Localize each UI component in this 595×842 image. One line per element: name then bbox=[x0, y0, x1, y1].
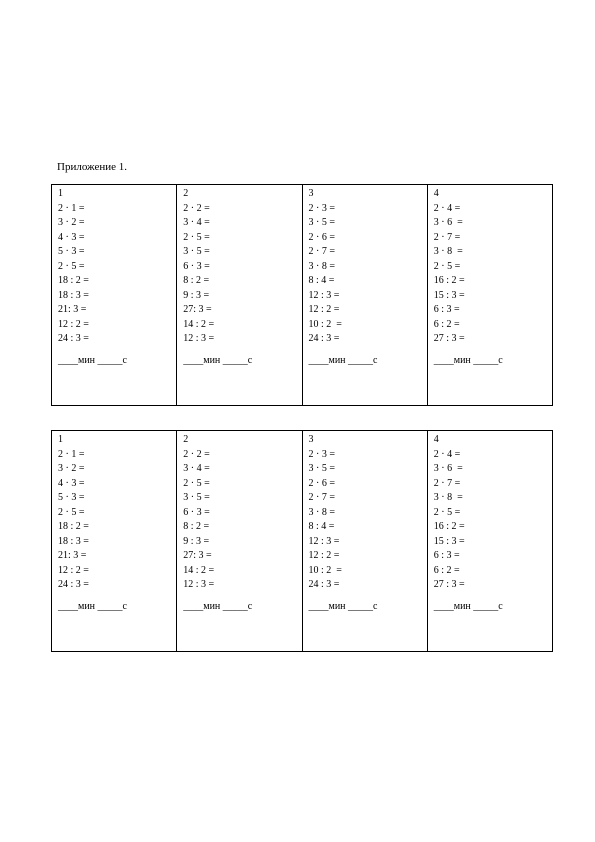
task-line: 6 : 2 = bbox=[433, 564, 460, 576]
task-line: 2 · 5 = bbox=[183, 477, 210, 489]
task-line: 6 · 3 = bbox=[183, 506, 210, 518]
task-line: 6 · 3 = bbox=[183, 260, 210, 272]
task-line: 3 · 4 = bbox=[183, 463, 210, 474]
card-number: 1 bbox=[58, 188, 63, 199]
task-line: 18 : 3 = bbox=[58, 289, 89, 301]
task-line: 3 · 2 = bbox=[58, 217, 85, 228]
task-line: 5 · 3 = bbox=[58, 492, 85, 503]
time-record-line: ____мин _____с bbox=[183, 354, 253, 366]
task-line: 2 · 3 = bbox=[308, 448, 335, 460]
task-line: 27: 3 = bbox=[183, 550, 212, 561]
task-line: 12 : 3 = bbox=[183, 333, 215, 344]
task-line: 27 : 3 = bbox=[433, 579, 465, 590]
card-table-2 bbox=[51, 430, 553, 652]
task-line: 18 : 3 = bbox=[58, 535, 89, 547]
task-line: 9 : 3 = bbox=[183, 535, 210, 547]
task-line: 12 : 3 = bbox=[308, 289, 340, 301]
task-line: 15 : 3 = bbox=[433, 535, 465, 547]
task-line: 10 : 2 = bbox=[308, 318, 342, 330]
task-line: 12 : 3 = bbox=[183, 579, 215, 590]
task-line: 2 · 7 = bbox=[433, 477, 461, 489]
task-line: 2 · 2 = bbox=[183, 448, 210, 460]
task-line: 24 : 3 = bbox=[58, 579, 89, 590]
exercise-card bbox=[52, 431, 177, 651]
exercise-card bbox=[428, 185, 552, 405]
card-table-1 bbox=[51, 184, 553, 406]
task-line: 24 : 3 = bbox=[58, 333, 89, 344]
task-line: 2 · 1 = bbox=[58, 448, 85, 460]
task-line: 3 · 6 = bbox=[433, 463, 463, 474]
time-record-line: ____мин _____с bbox=[308, 354, 378, 366]
task-line: 2 · 1 = bbox=[58, 202, 85, 214]
task-line: 21: 3 = bbox=[58, 304, 87, 315]
task-line: 3 · 4 = bbox=[183, 217, 210, 228]
task-line: 2 · 5 = bbox=[433, 260, 461, 272]
time-record-line: ____мин _____с bbox=[433, 600, 503, 612]
task-line: 8 : 2 = bbox=[183, 275, 210, 286]
exercise-card bbox=[303, 185, 428, 405]
task-line: 12 : 2 = bbox=[308, 550, 340, 561]
task-line: 4 · 3 = bbox=[58, 477, 85, 489]
task-line: 24 : 3 = bbox=[308, 333, 340, 344]
task-line: 2 · 7 = bbox=[433, 231, 461, 243]
task-line: 2 · 5 = bbox=[433, 506, 461, 518]
task-line: 21: 3 = bbox=[58, 550, 87, 561]
task-line: 2 · 5 = bbox=[183, 231, 210, 243]
task-line: 9 : 3 = bbox=[183, 289, 210, 301]
task-line: 3 · 5 = bbox=[308, 463, 335, 474]
task-line: 3 · 5 = bbox=[183, 492, 210, 503]
appendix-caption: Приложение 1. bbox=[57, 161, 128, 173]
task-line: 5 · 3 = bbox=[58, 246, 85, 257]
task-line: 8 : 2 = bbox=[183, 521, 210, 532]
card-number: 3 bbox=[308, 434, 314, 445]
task-line: 3 · 8 = bbox=[308, 506, 335, 518]
task-line: 18 : 2 = bbox=[58, 521, 89, 532]
task-line: 8 : 4 = bbox=[308, 521, 335, 532]
task-line: 2 · 5 = bbox=[58, 260, 85, 272]
task-line: 24 : 3 = bbox=[308, 579, 340, 590]
time-record-line: ____мин _____с bbox=[433, 354, 503, 366]
exercise-card bbox=[52, 185, 177, 405]
task-line: 3 · 5 = bbox=[308, 217, 335, 228]
card-number: 4 bbox=[433, 188, 439, 199]
time-record-line: ____мин _____с bbox=[183, 600, 253, 612]
task-line: 15 : 3 = bbox=[433, 289, 465, 301]
task-line: 2 · 7 = bbox=[308, 246, 335, 257]
exercise-card bbox=[177, 185, 302, 405]
task-line: 2 · 7 = bbox=[308, 492, 335, 503]
task-line: 8 : 4 = bbox=[308, 275, 335, 286]
card-number: 4 bbox=[433, 434, 439, 445]
task-line: 12 : 2 = bbox=[308, 304, 340, 315]
task-line: 14 : 2 = bbox=[183, 318, 215, 330]
task-line: 14 : 2 = bbox=[183, 564, 215, 576]
task-line: 16 : 2 = bbox=[433, 521, 465, 532]
task-line: 12 : 3 = bbox=[308, 535, 340, 547]
task-line: 18 : 2 = bbox=[58, 275, 89, 286]
card-number: 3 bbox=[308, 188, 314, 199]
card-number: 2 bbox=[183, 434, 189, 445]
task-line: 12 : 2 = bbox=[58, 318, 89, 330]
task-line: 3 · 2 = bbox=[58, 463, 85, 474]
task-line: 2 · 2 = bbox=[183, 202, 210, 214]
task-line: 6 : 2 = bbox=[433, 318, 460, 330]
task-line: 6 : 3 = bbox=[433, 550, 460, 561]
task-line: 6 : 3 = bbox=[433, 304, 460, 315]
task-line: 3 · 6 = bbox=[433, 217, 463, 228]
time-record-line: ____мин _____с bbox=[58, 354, 127, 366]
task-line: 3 · 8 = bbox=[308, 260, 335, 272]
task-line: 2 · 4 = bbox=[433, 202, 461, 214]
task-line: 12 : 2 = bbox=[58, 564, 89, 576]
task-line: 2 · 3 = bbox=[308, 202, 335, 214]
card-number: 1 bbox=[58, 434, 63, 445]
task-line: 16 : 2 = bbox=[433, 275, 465, 286]
task-line: 2 · 6 = bbox=[308, 231, 335, 243]
exercise-card bbox=[428, 431, 552, 651]
task-line: 2 · 6 = bbox=[308, 477, 335, 489]
task-line: 2 · 4 = bbox=[433, 448, 461, 460]
time-record-line: ____мин _____с bbox=[308, 600, 378, 612]
task-line: 3 · 8 = bbox=[433, 492, 463, 503]
task-line: 2 · 5 = bbox=[58, 506, 85, 518]
time-record-line: ____мин _____с bbox=[58, 600, 127, 612]
task-line: 3 · 5 = bbox=[183, 246, 210, 257]
card-number: 2 bbox=[183, 188, 189, 199]
exercise-card bbox=[177, 431, 302, 651]
task-line: 10 : 2 = bbox=[308, 564, 342, 576]
task-line: 27: 3 = bbox=[183, 304, 212, 315]
task-line: 3 · 8 = bbox=[433, 246, 463, 257]
task-line: 4 · 3 = bbox=[58, 231, 85, 243]
task-line: 27 : 3 = bbox=[433, 333, 465, 344]
exercise-card bbox=[303, 431, 428, 651]
